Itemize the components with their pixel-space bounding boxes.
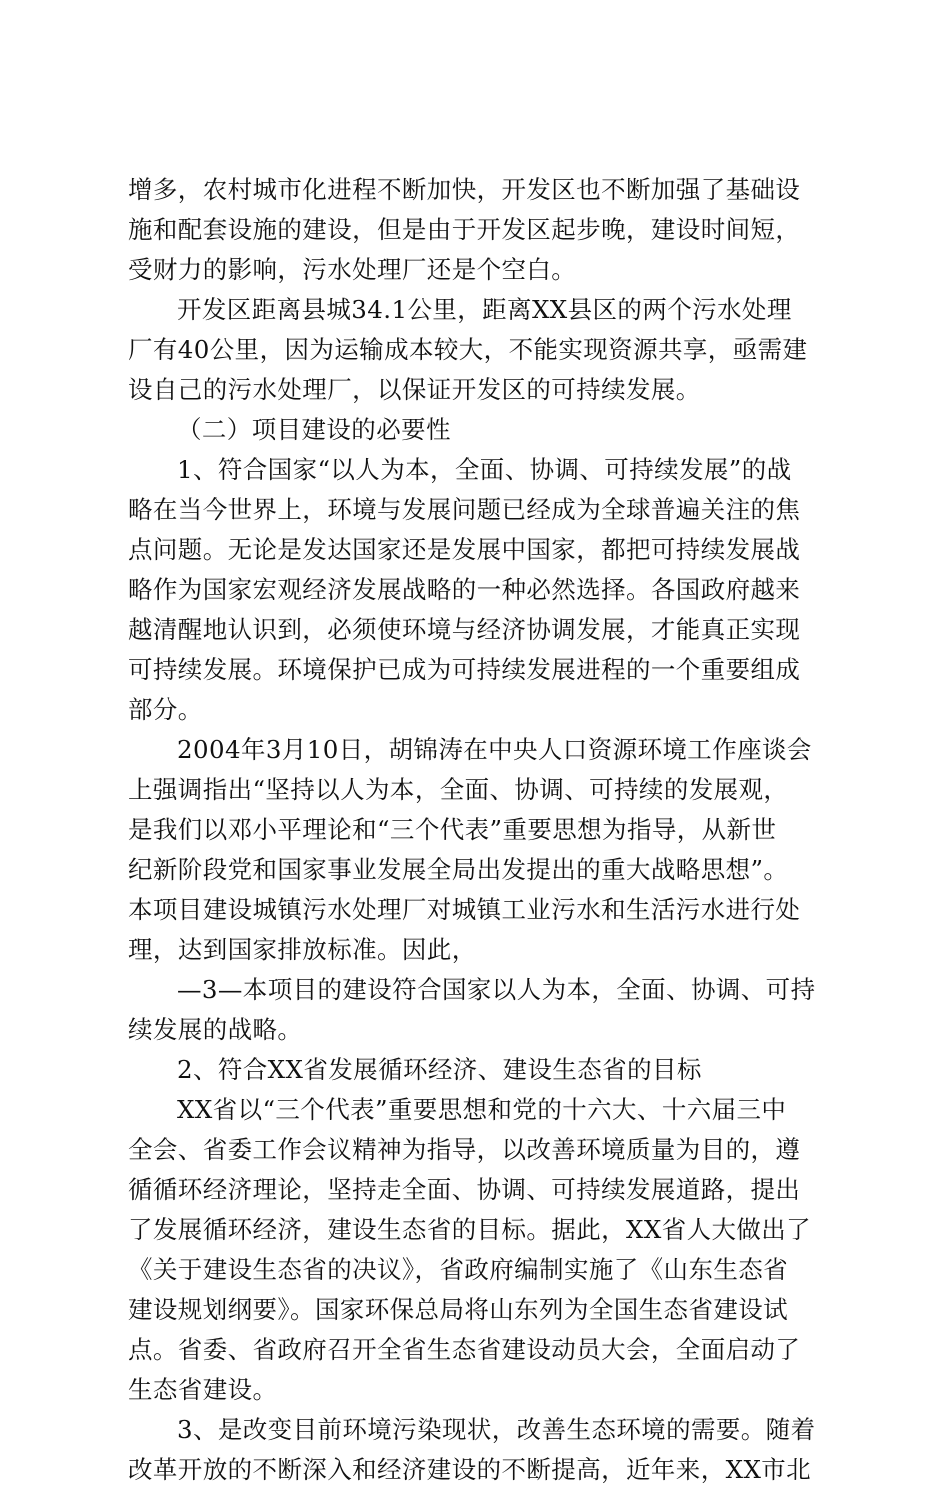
text-line: 建设规划纲要》。国家环保总局将山东列为全国生态省建设试 <box>128 1295 789 1324</box>
text-line: 略在当今世界上，环境与发展问题已经成为全球普遍关注的焦 <box>128 495 801 524</box>
text-line: 点问题。无论是发达国家还是发展中国家，都把可持续发展战 <box>128 535 801 564</box>
text-line: 设自己的污水处理厂，以保证开发区的可持续发展。 <box>128 375 701 404</box>
text-line: 循循环经济理论，坚持走全面、协调、可持续发展道路，提出 <box>128 1175 801 1204</box>
text-line: 本项目建设城镇污水处理厂对城镇工业污水和生活污水进行处 <box>128 895 801 924</box>
text-line: 续发展的战略。 <box>128 1015 303 1044</box>
text-line: 施和配套设施的建设，但是由于开发区起步晚，建设时间短， <box>128 215 801 244</box>
paragraph-start: —3—本项目的建设符合国家以人为本，全面、协调、可持 <box>177 975 816 1004</box>
text-line: 增多，农村城市化进程不断加快，开发区也不断加强了基础设 <box>128 175 801 204</box>
paragraph-start: 3、是改变目前环境污染现状，改善生态环境的需要。随着 <box>177 1415 816 1444</box>
text-line: 是我们以邓小平理论和“三个代表”重要思想为指导，从新世 <box>128 815 777 844</box>
text-line: 可持续发展。环境保护已成为可持续发展进程的一个重要组成 <box>128 655 801 684</box>
text-line: 理，达到国家排放标准。因此， <box>128 935 477 964</box>
text-line: 了发展循环经济，建设生态省的目标。据此，XX省人大做出了 <box>128 1215 812 1244</box>
text-line: 纪新阶段党和国家事业发展全局出发提出的重大战略思想”。 <box>128 855 789 884</box>
text-line: 厂有40公里，因为运输成本较大，不能实现资源共享，亟需建 <box>128 335 808 364</box>
text-line: 受财力的影响，污水处理厂还是个空白。 <box>128 255 577 284</box>
text-line: 上强调指出“坚持以人为本，全面、协调、可持续的发展观， <box>128 775 789 804</box>
text-line: 越清醒地认识到，必须使环境与经济协调发展，才能真正实现 <box>128 615 801 644</box>
text-line: 全会、省委工作会议精神为指导，以改善环境质量为目的，遵 <box>128 1135 801 1164</box>
document-page <box>128 170 830 1490</box>
section-heading: （二）项目建设的必要性 <box>177 415 451 444</box>
text-line: 部分。 <box>128 695 203 724</box>
paragraph-start: 开发区距离县城34.1公里，距离XX县区的两个污水处理 <box>177 295 792 324</box>
text-line: 改革开放的不断深入和经济建设的不断提高，近年来，XX市北 <box>128 1455 812 1484</box>
section-heading: 2、符合XX省发展循环经济、建设生态省的目标 <box>177 1055 702 1084</box>
paragraph-start: XX省以“三个代表”重要思想和党的十六大、十六届三中 <box>177 1095 787 1124</box>
text-line: 生态省建设。 <box>128 1375 278 1404</box>
text-line: 《关于建设生态省的决议》，省政府编制实施了《山东生态省 <box>128 1255 789 1284</box>
text-line: 略作为国家宏观经济发展战略的一种必然选择。各国政府越来 <box>128 575 801 604</box>
paragraph-start: 1、符合国家“以人为本，全面、协调、可持续发展”的战 <box>177 455 792 484</box>
text-line: 点。省委、省政府召开全省生态省建设动员大会，全面启动了 <box>128 1335 801 1364</box>
paragraph-start: 2004年3月10日，胡锦涛在中央人口资源环境工作座谈会 <box>177 735 812 764</box>
